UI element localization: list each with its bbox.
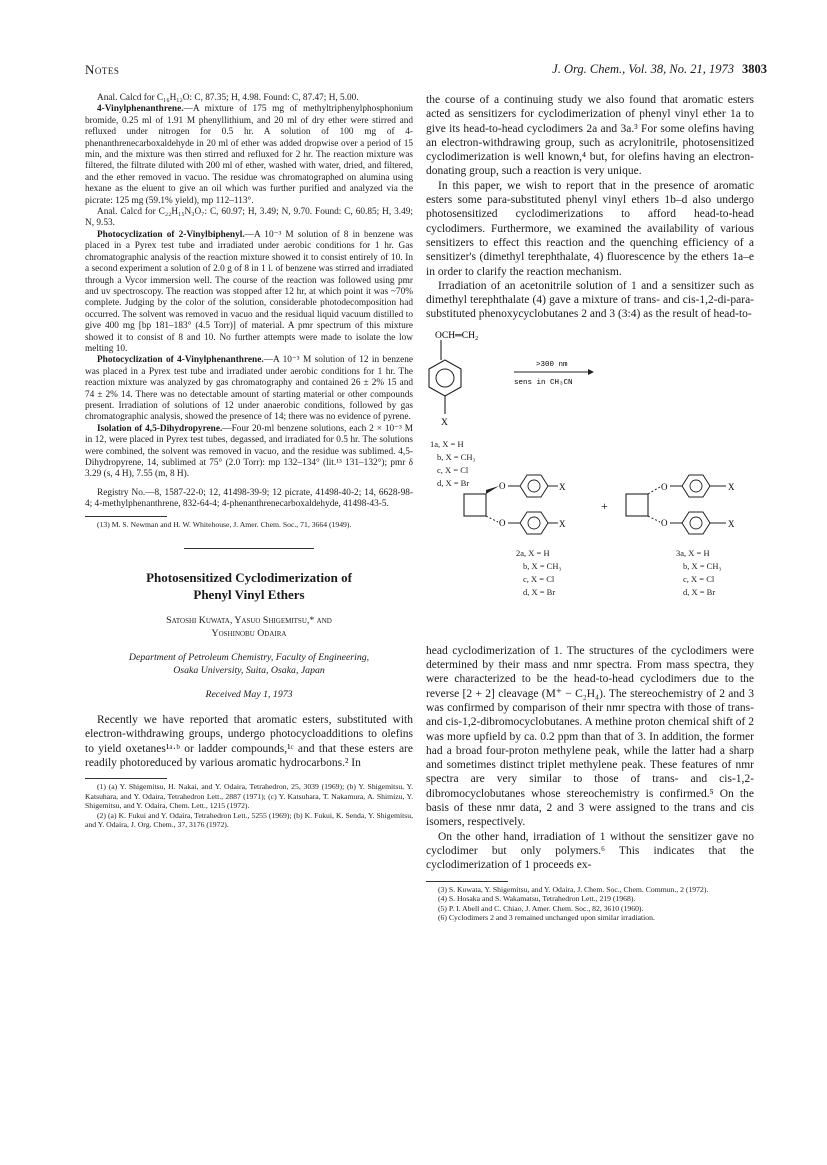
runin-heading: Photocyclization of 2-Vinylbiphenyl. bbox=[97, 229, 245, 240]
intro-paragraph: Recently we have reported that aromatic esters, substituted with electron-withdrawing groups, undergo photocycloadditions to olefins to yield oxetanes¹ᵃ·ᵇ or ladder compounds,¹ᶜ and that these esters are readily photoreduced by various aromatic hydrocarbons.² In bbox=[85, 714, 413, 770]
vinyloxy-label: OCH═CH₂ bbox=[435, 330, 479, 341]
compound-1-list bbox=[430, 438, 475, 490]
analysis-paragraph-2: Anal. Calcd for C₂₂H₁₅N₃O₇: C, 60.97; H, 3.49; N, 9.70. Found: C, 60.85; H, 3.49; N, 9.53. bbox=[85, 207, 413, 229]
substituent-x: X bbox=[441, 417, 448, 428]
substituent-x: X bbox=[559, 481, 566, 492]
benzene-ring-2a bbox=[520, 475, 548, 497]
paragraph-text: —Four 20-ml benzene solutions, each 2 × 10⁻³ M in 12, were placed in Pyrex test tubes, degassed, and irradiated for 0.5 hr. The solutions were combined, the solvent was removed in vacuo, and the residue was sublimed. 4,5-Dihydropyrene, 14, sublimed at 75° (2.0 Torr): mp 132–134° (lit.¹³ 131–132°); pmr δ 3.29 (s, 4 H), 7.55 (m, 8 H). bbox=[85, 423, 413, 480]
affiliation-line-1: Department of Petroleum Chemistry, Faculty of Engineering, bbox=[128, 652, 370, 664]
reaction-scheme bbox=[426, 326, 754, 640]
compound-label: b, X = CH₃ bbox=[683, 560, 722, 571]
footnote-3: (3) S. Kuwata, Y. Shigemitsu, and Y. Odaira, J. Chem. Soc., Chem. Commun., 2 (1972). bbox=[438, 884, 709, 894]
compound-label: 3a, X = H bbox=[676, 547, 710, 558]
hashed-bond bbox=[648, 487, 660, 494]
benzene-ring-1 bbox=[429, 360, 461, 396]
left-column bbox=[85, 93, 413, 830]
experimental-dihydropyrene bbox=[85, 424, 413, 481]
compound-3-list bbox=[676, 547, 721, 599]
footnote-6: (6) Cyclodimers 2 and 3 remained unchanged upon similar irradiation. bbox=[438, 913, 655, 922]
oxygen-label: O bbox=[661, 517, 668, 528]
compound-label: d, X = Br bbox=[683, 586, 716, 597]
article-separator bbox=[184, 548, 314, 549]
body-paragraph-1: the course of a continuing study we also found that aromatic esters acted as sensitizers for cyclodimerization of phenyl vinyl ether 1a to give its head-to-head cyclodimers 2a and 3a.³ For some olefins having an electron-withdrawing group, such as acrylonitrile, photosensitized cyclodimerization is well known,⁴ but, for olefins having an electron-donating group, such a reaction is very unique. bbox=[426, 94, 754, 178]
compound-label: b, X = CH₃ bbox=[437, 451, 476, 462]
aromatic-circle bbox=[690, 517, 702, 529]
journal-citation: J. Org. Chem., Vol. 38, No. 21, 1973 bbox=[552, 62, 734, 76]
article-title-line-1: Photosensitized Cyclodimerization of bbox=[146, 570, 352, 586]
footnote-4: (4) S. Hosaka and S. Wakamatsu, Tetrahedron Lett., 219 (1968). bbox=[438, 894, 636, 903]
footnote-1: (1) (a) Y. Shigemitsu, H. Nakai, and Y. Odaira, Tetrahedron, 25, 3039 (1969); (b) Y. Shigemitsu, Y. Katsuhara, and Y. Odaira, Tetrahedron Lett., 2887 (1971); (c) Y. Katsuhara, T. Nakamura, A. Shimizu, Y. Shigemitsu, and Y. Odaira, Chem. Lett., 1215 (1972). bbox=[85, 782, 413, 811]
aromatic-circle bbox=[436, 369, 454, 387]
compound-label: 2a, X = H bbox=[516, 547, 550, 558]
benzene-ring-3a bbox=[682, 475, 710, 497]
cyclobutane-ring-2 bbox=[464, 494, 486, 516]
paragraph-text: —A 10⁻³ M solution of 8 in benzene was placed in a Pyrex test tube and irradiated under aerobic conditions for 1 hr. Gas chromatographic analysis of the reaction mixture showed it to consist entirely of 10. In a second experiment a solution of 2.0 g of 8 in 1 l. of benzene was stirred and irradiated through a Vycor immersion well. The course of the reaction was followed using pmr and uv spectroscopy. The reaction was stopped after 12 hr, at which point it was ~70% complete. Judging by the color of the solution, considerable photodecomposition had occurred. The solvent was removed in vacuo and the residual liquid vacuum distilled to give 400 mg [bp 181–183° (4.5 Torr)] of material. A pmr spectrum of this mixture showed it to consist of 8 and 10. No further attempts were made to isolate the low melting 10. bbox=[85, 229, 413, 354]
right-column bbox=[426, 93, 754, 923]
body-paragraph-4: head cyclodimerization of 1. The structures of the cyclodimers were determined by their mass and nmr spectra. From mass spectra, they were characterized to be the head-to-head cyclodimers due to the reverse [2 + 2] cleavage (M⁺ − C₂H₄). The stereochemistry of 2 and 3 was confirmed by comparison of their nmr spectra with those of trans- and cis-1,2-dibromocyclobutanes. A methine proton chemical shift of 2 was more upfield by ca. 0.2 ppm than that of 3. In addition, the former had a broad four-proton methylene peak, while the latter had a sharp and sometimes distinct triplet methylene peak. These features of nmr spectra are very similar to those of trans- and cis-1,2-dibromocyclobutanes whose stereochemistry is confirmed.⁵ On the basis of these nmr data, 2 and 3 were assigned to the trans and cis isomers, respectively. bbox=[426, 644, 754, 829]
body-paragraph-5: On the other hand, irradiation of 1 without the sensitizer gave no cyclodimer but only polymers.⁶ This indicates that the cyclodimerization of 1 proceeds ex- bbox=[426, 830, 754, 872]
authors-line-2: Yoshinobu Odaira bbox=[211, 627, 287, 639]
compound-label: c, X = Cl bbox=[523, 573, 555, 584]
wedge-bond bbox=[486, 486, 499, 494]
substituent-x: X bbox=[728, 481, 735, 492]
affiliation bbox=[85, 652, 413, 677]
compound-label: b, X = CH₃ bbox=[523, 560, 562, 571]
experimental-vinylphenanthrene bbox=[85, 104, 413, 207]
compound-label: c, X = Cl bbox=[683, 573, 715, 584]
footnote-rule-2 bbox=[85, 778, 167, 779]
compound-label: 1a, X = H bbox=[430, 438, 464, 449]
compound-label: d, X = Br bbox=[437, 477, 470, 488]
running-head-left: Notes bbox=[85, 62, 120, 77]
paragraph-text: —A mixture of 175 mg of methyltriphenylphosphonium bromide, 0.25 ml of 1.91 M phenyllithium, and 20 ml of dry ether were stirred and refluxed under nitrogen for 0.5 hr. A solution of 100 mg of 4-phenanthrenecarboxaldehyde in 20 ml of ether was added dropwise over a period of 15 min, and the mixture was then stirred and refluxed for 2 hr. The reaction mixture was filtered, the filtrate diluted with 200 ml of ether, washed with water, dried, and filtered, and the ether removed in vacuo. The residue was chromatographed on alumina using hexane as the eluent to give an oil which was further purified and analyzed via the picrate: 125 mg (59.1% yield), mp 112–113°. bbox=[85, 104, 413, 206]
footnote-2: (2) (a) K. Fukui and Y. Odaira, Tetrahedron Lett., 5255 (1969); (b) K. Fukui, K. Senda, Y. Shigemitsu, and Y. Odaira, J. Org. Chem., 37, 3176 (1972). bbox=[85, 810, 413, 830]
substituent-x: X bbox=[728, 518, 735, 529]
plus-sign: + bbox=[601, 498, 608, 513]
analysis-paragraph: Anal. Calcd for C₁₆H₁₂O: C, 87.35; H, 4.98. Found: C, 87.47; H, 5.00. bbox=[97, 93, 359, 103]
footnote-13: (13) M. S. Newman and H. W. Whitehouse, J. Amer. Chem. Soc., 71, 3664 (1949). bbox=[97, 519, 352, 529]
received-date: Received May 1, 1973 bbox=[205, 689, 293, 701]
paragraph-text: —A 10⁻³ M solution of 12 in benzene was placed in a Pyrex test tube and irradiated under aerobic conditions for 1 hr. The reaction mixture was analyzed by gas chromatography and contained 26 ± 2% 15 and 74 ± 2% 14. There was no detectable amount of starting material or other compounds present. Irradiation of solutions of 12 under anaerobic conditions, followed by gas chromatographic analysis, showed the presence of 14; there was no evidence of pyrene. bbox=[85, 355, 413, 423]
compound-label: c, X = Cl bbox=[437, 464, 469, 475]
registry-numbers: Registry No.—8, 1587-22-0; 12, 41498-39-9; 12 picrate, 41498-40-2; 14, 6628-98-4; 4-methylphenanthrene, 832-64-4; 4-phenanthrenecarboxaldehyde, 41498-43-5. bbox=[85, 487, 413, 510]
oxygen-label: O bbox=[499, 517, 506, 528]
page-number: 3803 bbox=[742, 62, 767, 76]
oxygen-label: O bbox=[499, 480, 506, 491]
substituent-x: X bbox=[559, 518, 566, 529]
runin-heading: Photocyclization of 4-Vinylphenanthrene. bbox=[97, 355, 264, 366]
authors-line-1: Satoshi Kuwata, Yasuo Shigemitsu,* and bbox=[166, 615, 332, 627]
runin-heading: 4-Vinylphenanthrene. bbox=[97, 104, 184, 115]
running-head-right bbox=[552, 62, 767, 77]
hashed-bond bbox=[486, 516, 498, 522]
article-title-line-2: Phenyl Vinyl Ethers bbox=[193, 587, 305, 603]
benzene-ring-2b bbox=[520, 512, 548, 534]
affiliation-line-2: Osaka University, Suita, Osaka, Japan bbox=[173, 664, 325, 676]
runin-heading: Isolation of 4,5-Dihydropyrene. bbox=[97, 423, 223, 434]
experimental-photocyclization bbox=[85, 355, 413, 423]
aromatic-circle bbox=[690, 480, 702, 492]
benzene-ring-3b bbox=[682, 512, 710, 534]
body-paragraph-2: In this paper, we wish to report that in the presence of aromatic esters some para-substituted phenyl vinyl ethers 1b–d also undergo photosensitized cyclodimerizations to afford head-to-head cyclodimers. Furthermore, we examined the availability of various sensitizers to effect this reaction and the quenching efficiency of a sensitizer's (dimethyl terephthalate, 4) fluorescence by the ethers 1a–e in order to clarify the reaction mechanism. bbox=[426, 179, 754, 278]
body-paragraph-3: Irradiation of an acetonitrile solution of 1 and a sensitizer such as dimethyl terephthalate (4) gave a mixture of trans- and cis-1,2-di-para-substituted phenoxycyclobutanes 2 and 3 (3:4) as the result of head-to- bbox=[426, 279, 754, 321]
compound-label: d, X = Br bbox=[523, 586, 556, 597]
footnote-rule bbox=[85, 516, 167, 517]
compound-2-list bbox=[516, 547, 561, 599]
experimental-vinylbiphenyl bbox=[85, 230, 413, 355]
footnote-5: (5) P. I. Abell and C. Chiao, J. Amer. Chem. Soc., 82, 3610 (1960). bbox=[438, 903, 644, 913]
cyclobutane-ring-3 bbox=[626, 494, 648, 516]
hashed-bond bbox=[648, 516, 660, 522]
oxygen-label: O bbox=[661, 481, 668, 492]
arrow-condition-bottom: sens in CH₃CN bbox=[514, 378, 573, 387]
article-title bbox=[85, 569, 413, 603]
aromatic-circle bbox=[528, 480, 540, 492]
author-list bbox=[85, 615, 413, 640]
arrow-condition-top: >300 nm bbox=[536, 360, 568, 369]
arrow-head bbox=[588, 369, 594, 375]
footnote-rule-3 bbox=[426, 881, 508, 882]
aromatic-circle bbox=[528, 517, 540, 529]
